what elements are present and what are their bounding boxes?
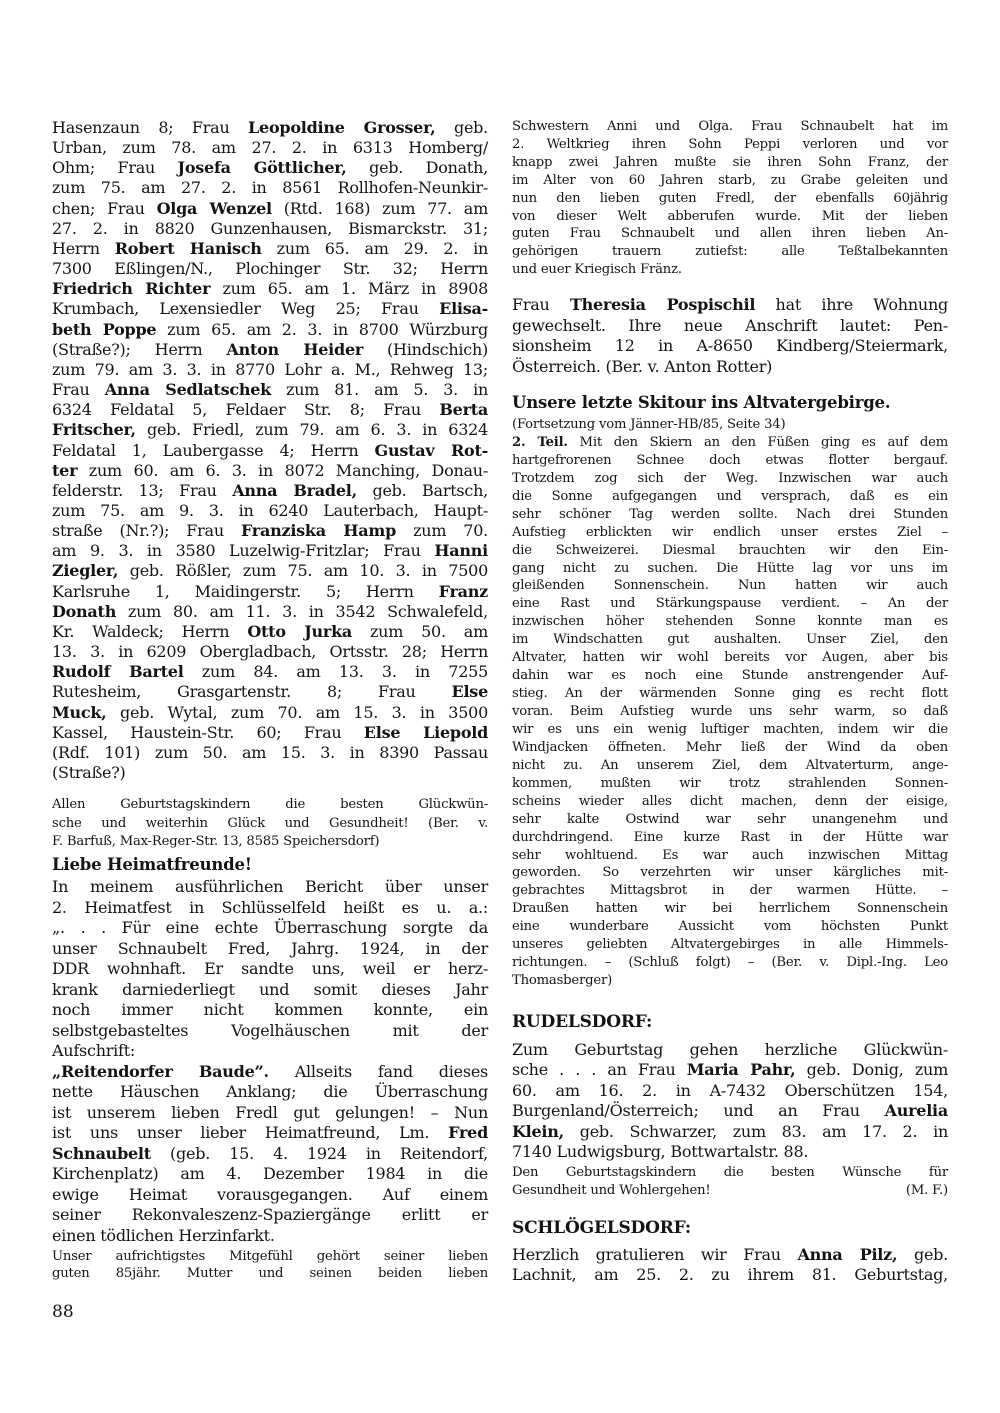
text-segment: wir es uns ein wenig luftiger machten, indem wir die xyxy=(512,721,948,737)
text-segment: Aufschrift: xyxy=(52,1041,136,1060)
paragraph xyxy=(52,1062,488,1247)
text-segment: sionsheim 12 in A-8650 Kindberg/Steiermark, xyxy=(512,336,948,356)
text-line xyxy=(52,1123,488,1144)
text-segment: krank darniederliegt und somit dieses Jahr xyxy=(52,979,488,999)
section-heading-skitour: Unsere letzte Skitour ins Altvatergebirge. xyxy=(512,393,891,412)
text-segment: zum 65. am 1. März in 8908 xyxy=(210,279,489,299)
rudelsdorf-wishes xyxy=(512,1164,948,1200)
text-segment: sehr kalte Ostwind war sehr unangenehm und xyxy=(512,811,948,827)
text-line xyxy=(512,649,948,667)
text-segment: Allseits fand dieses xyxy=(268,1061,488,1081)
bold-name: Else xyxy=(451,682,488,702)
bold-name: Franz xyxy=(438,581,488,601)
text-line xyxy=(512,316,948,337)
text-line xyxy=(52,279,488,299)
text-line xyxy=(52,239,488,259)
text-segment: Unser aufrichtigstes Mitgefühl gehört seiner lieben xyxy=(52,1249,488,1264)
text-segment: (Rdf. 101) zum 50. am 15. 3. in 8390 Passau xyxy=(52,742,488,762)
text-segment: scheins wieder alles dicht machen, denn der eisige, xyxy=(512,793,948,809)
paragraph xyxy=(512,434,948,990)
text-line xyxy=(52,622,488,642)
bold-name: Anton Heider xyxy=(226,339,364,359)
bold-name: Josefa Göttlicher, xyxy=(177,158,347,178)
bold-name: Hanni xyxy=(434,541,488,561)
text-line xyxy=(512,336,948,357)
text-segment: Allen Geburtstagskindern die besten Glückwün- xyxy=(52,797,488,812)
bold-name: 2. Teil. xyxy=(512,434,568,450)
text-segment: geb. Donath, xyxy=(346,158,488,178)
text-segment: geworden. So verzehrten wir unser kärgliches mit- xyxy=(512,865,948,881)
text-segment: nicht zu. An unserem Ziel, dem Altvaterturm, ange- xyxy=(512,757,948,773)
bold-name: „Reitendorfer Baude”. xyxy=(52,1061,269,1081)
text-segment: Feldatal 1, Laubergasse 4; Herrn xyxy=(52,440,375,460)
text-segment: unseres geliebten Altvatergebirges in alle Himmels- xyxy=(512,937,948,953)
address-change-notice xyxy=(512,295,948,378)
text-segment: 7140 Ludwigsburg, Bottwartalstr. 88. xyxy=(512,1142,809,1162)
page-number: 88 xyxy=(52,1302,74,1322)
text-segment: In meinem ausführlichen Bericht über unser xyxy=(52,877,488,896)
bold-name: Anna Pilz, xyxy=(797,1245,898,1264)
text-line xyxy=(52,1205,488,1226)
text-segment: hat ihre Wohnung xyxy=(755,295,949,314)
text-segment: Thomasberger) xyxy=(512,973,613,989)
text-line xyxy=(512,1122,948,1142)
heimat-article xyxy=(52,877,488,1246)
text-segment: Kirchenplatz) am 4. Dezember 1984 in die xyxy=(52,1164,488,1183)
text-line xyxy=(52,1062,488,1083)
bold-name: Muck, xyxy=(52,702,107,722)
text-line xyxy=(512,793,948,811)
text-line xyxy=(52,1021,488,1042)
text-line xyxy=(512,172,948,190)
text-segment: chen; Frau xyxy=(52,198,157,218)
text-segment: Frau xyxy=(512,295,570,314)
text-line xyxy=(52,682,488,702)
text-line xyxy=(52,158,488,178)
text-line xyxy=(52,642,488,662)
text-line xyxy=(512,900,948,918)
text-line xyxy=(512,1060,948,1080)
text-line xyxy=(512,972,948,990)
bold-name: beth Poppe xyxy=(52,319,157,339)
text-line xyxy=(512,1101,948,1121)
text-segment: geb. xyxy=(897,1245,948,1264)
text-segment: im Windschatten gut aushalten. Unser Ziel, den xyxy=(512,632,948,648)
text-segment: 27. 2. in 8820 Gunzenhausen, Bismarckstr. 31; xyxy=(52,218,488,238)
paragraph xyxy=(512,1164,948,1200)
bold-name: Berta xyxy=(439,400,488,420)
text-segment: F. Barfuß, Max-Reger-Str. 13, 8585 Speichersdorf) xyxy=(52,834,380,849)
text-line xyxy=(52,939,488,960)
text-line xyxy=(52,743,488,763)
text-line xyxy=(52,561,488,581)
text-line xyxy=(512,775,948,793)
text-segment: Windjacken öffneten. Mehr ließ der Wind da oben xyxy=(512,739,948,755)
bold-name: Else Liepold xyxy=(363,722,489,742)
bold-name: Klein, xyxy=(512,1121,564,1141)
text-segment: Lachnit, am 25. 2. zu ihrem 81. Geburtstag, xyxy=(512,1265,948,1284)
text-segment: gehörigen trauern zutiefst: alle Teßtalbekannten xyxy=(512,244,948,260)
text-segment: geb. Rößler, zum 75. am 10. 3. in 7500 xyxy=(118,561,488,581)
text-segment: am 9. 3. in 3580 Luzelwig-Fritzlar; Frau xyxy=(52,541,435,561)
text-segment: Herzlich gratulieren wir Frau xyxy=(512,1245,798,1264)
text-line xyxy=(52,199,488,219)
text-line xyxy=(512,739,948,757)
text-segment: geb. Donig, zum xyxy=(795,1060,948,1080)
text-segment: inzwischen höher stehenden Sonne konnte man es xyxy=(512,614,948,630)
text-line xyxy=(52,400,488,420)
text-segment: seiner Rekonvaleszenz-Spaziergänge erlitt er xyxy=(52,1205,488,1224)
text-line xyxy=(52,918,488,939)
text-segment: 2. Weltkrieg ihren Sohn Peppi verloren und vor xyxy=(512,136,948,152)
text-line xyxy=(52,959,488,980)
paragraph xyxy=(512,295,948,378)
text-line xyxy=(512,1164,948,1182)
text-line xyxy=(52,602,488,622)
text-segment: gleißenden Sonnenschein. Nun hatten wir auch xyxy=(512,578,948,594)
section-heading-schloegelsdorf: SCHLÖGELSDORF: xyxy=(512,1218,691,1238)
text-segment: eine Rast und Stärkungspause verdient. – An der xyxy=(512,596,948,612)
text-segment: eine wunderbare Aussicht vom höchsten Punkt xyxy=(512,919,948,935)
text-segment: knapp zwei Jahren mußte sie ihren Sohn Franz, der xyxy=(512,154,948,170)
text-line xyxy=(52,1000,488,1021)
text-segment: zum 70. xyxy=(396,521,489,541)
text-line xyxy=(512,434,948,452)
text-line xyxy=(52,703,488,723)
bold-name: Leopoldine Grosser, xyxy=(248,118,436,137)
bold-name: Robert Hanisch xyxy=(114,238,262,258)
section-heading-rudelsdorf: RUDELSDORF: xyxy=(512,1012,653,1032)
bold-name: Rudolf Bartel xyxy=(52,662,184,682)
text-segment: sehr schöner Tag werden sollte. Nach drei Stunden xyxy=(512,506,948,522)
text-line xyxy=(512,524,948,542)
text-line xyxy=(512,560,948,578)
text-segment: selbstgebasteltes Vogelhäuschen mit der xyxy=(52,1020,488,1040)
text-segment: (Hindschich) xyxy=(363,339,489,359)
text-segment: dahin war es noch eine Stunde anstrengender Auf- xyxy=(512,668,948,684)
text-line xyxy=(512,685,948,703)
text-line xyxy=(512,243,948,261)
bold-name: Franziska Hamp xyxy=(240,521,397,541)
birthday-list xyxy=(52,118,488,783)
text-line xyxy=(512,506,948,524)
text-segment: Burgenland/Österreich; und an Frau xyxy=(512,1101,885,1121)
text-segment: sche . . . an Frau xyxy=(512,1060,687,1080)
bold-name: Anna Bradel, xyxy=(232,480,357,500)
text-line xyxy=(512,1265,948,1285)
text-segment: die Sonne aufgegangen und versprach, daß es ein xyxy=(512,488,948,504)
text-line xyxy=(52,118,488,138)
text-segment: zum 60. am 6. 3. in 8072 Manching, Donau- xyxy=(77,460,488,480)
text-segment: Urban, zum 78. am 27. 2. in 6313 Homberg/ xyxy=(52,138,488,158)
text-segment: (Straße?); Herrn xyxy=(52,339,227,359)
text-line xyxy=(512,1142,948,1162)
text-line xyxy=(512,703,948,721)
text-line xyxy=(512,1081,948,1101)
text-segment: geb. Schwarzer, zum 83. am 17. 2. in xyxy=(563,1121,948,1141)
text-line xyxy=(512,864,948,882)
text-line xyxy=(512,488,948,506)
bold-name: Otto Jurka xyxy=(247,621,353,641)
text-segment: sehr wohltuend. Es war auch inzwischen Mittag xyxy=(512,847,948,863)
text-line xyxy=(512,721,948,739)
text-segment: straße (Nr.?); Frau xyxy=(52,521,241,541)
bold-name: Gustav Rot- xyxy=(374,440,488,460)
text-line xyxy=(512,811,948,829)
text-line xyxy=(512,295,948,316)
text-segment: geb. Friedl, zum 79. am 6. 3. in 6324 xyxy=(135,420,488,440)
text-line xyxy=(512,261,948,279)
text-segment: ist uns unser lieber Heimatfreund, Lm. xyxy=(52,1123,449,1142)
text-line xyxy=(512,577,948,595)
text-line xyxy=(512,452,948,470)
text-segment: ist unserem lieben Fredl gut gelungen! – Nun xyxy=(52,1102,488,1122)
text-segment: geb. Bartsch, xyxy=(356,480,488,500)
text-segment: zum 65. am 2. 3. in 8700 Würzburg xyxy=(156,319,488,339)
text-line xyxy=(52,796,488,815)
text-line xyxy=(52,481,488,501)
text-line xyxy=(512,1182,948,1200)
text-segment: kommen, mußten wir trotz strahlenden Sonnen- xyxy=(512,775,948,791)
bold-name: Ziegler, xyxy=(52,561,119,581)
text-line xyxy=(52,219,488,239)
text-line xyxy=(512,225,948,243)
text-segment: Mit den Skiern an den Füßen ging es auf dem xyxy=(567,434,948,450)
text-segment: zum 80. am 11. 3. in 3542 Schwalefeld, xyxy=(116,601,488,621)
text-segment: zum 75. am 27. 2. in 8561 Rollhofen-Neunkir- xyxy=(52,178,488,198)
paragraph xyxy=(52,118,488,783)
text-segment: „. . . Für eine echte Überraschung sorgte da xyxy=(52,918,488,937)
text-line xyxy=(512,357,948,378)
text-line xyxy=(52,1041,488,1062)
text-line xyxy=(512,542,948,560)
text-line xyxy=(512,208,948,226)
text-line xyxy=(512,1245,948,1265)
text-segment: Ohm; Frau xyxy=(52,158,178,178)
text-line xyxy=(512,118,948,136)
bold-name: Friedrich Richter xyxy=(52,279,211,299)
text-segment: nun den lieben guten Fredl, der ebenfalls 60jährig xyxy=(512,190,948,206)
bold-name: Fritscher, xyxy=(52,420,136,440)
text-line xyxy=(52,1164,488,1185)
schloegelsdorf-birthdays xyxy=(512,1245,948,1285)
text-segment: im Alter von 60 Jahren starb, zu Grabe geleiten und xyxy=(512,172,948,188)
text-segment: voran. Beim Aufstieg wurde uns sehr warm, so daß xyxy=(512,704,948,719)
text-line xyxy=(52,138,488,158)
text-segment: durchdringend. Eine kurze Rast in der Hütte war xyxy=(512,829,948,845)
text-line xyxy=(52,815,488,834)
birthday-wishes xyxy=(52,796,488,852)
text-line xyxy=(52,299,488,319)
bold-name: ter xyxy=(52,460,78,480)
text-line xyxy=(52,1082,488,1103)
text-segment: nette Häuschen Anklang; die Überraschung xyxy=(52,1082,488,1101)
text-line xyxy=(512,154,948,172)
text-line xyxy=(52,1185,488,1206)
text-segment: (geb. 15. 4. 1924 in Reitendorf, xyxy=(150,1143,488,1163)
text-segment: Draußen hatten wir bei herrlichem Sonnenschein xyxy=(512,901,948,917)
bold-name: Olga Wenzel xyxy=(156,198,272,218)
text-segment: zum 65. am 29. 2. in xyxy=(261,238,488,258)
text-segment: gebrachtes Mittagsbrot in der warmen Hütte. – xyxy=(512,883,948,899)
text-line xyxy=(52,723,488,743)
text-segment: von dieser Welt abberufen wurde. Mit der lieben xyxy=(512,208,948,224)
text-segment: die Schweizerei. Diesmal brauchten wir den Ein- xyxy=(512,542,948,558)
text-segment: einen tödlichen Herzinfarkt. xyxy=(52,1225,275,1245)
text-segment: zum 84. am 13. 3. in 7255 xyxy=(183,662,488,682)
text-segment: (Fortsetzung vom Jänner-HB/85, Seite 34) xyxy=(512,417,786,432)
text-segment: Karlsruhe 1, Maidingerstr. 5; Herrn xyxy=(52,581,439,601)
text-line xyxy=(52,1265,488,1282)
text-segment: 7300 Eßlingen/N., Plochinger Str. 32; Herrn xyxy=(52,259,488,279)
text-line xyxy=(512,613,948,631)
text-segment: und euer Kriegisch Fränz. xyxy=(512,262,682,278)
paragraph xyxy=(512,1040,948,1162)
text-segment: zum 79. am 3. 3. in 8770 Lohr a. M., Rehweg 13; xyxy=(52,359,488,379)
text-line xyxy=(52,1103,488,1124)
text-segment: unser Schnaubelt Fred, Jahrg. 1924, in der xyxy=(52,938,488,958)
bold-name: Elisa- xyxy=(439,299,488,319)
text-line xyxy=(52,662,488,682)
text-line xyxy=(52,259,488,279)
text-segment: zum 81. am 5. 3. in xyxy=(270,380,488,400)
text-line xyxy=(512,829,948,847)
text-line xyxy=(512,882,948,900)
text-line xyxy=(52,501,488,521)
text-segment: Österreich. (Ber. v. Anton Rotter) xyxy=(512,357,773,377)
section-heading-heimatfreunde: Liebe Heimatfreunde! xyxy=(52,855,252,874)
text-segment: gang nicht zu suchen. Die Hütte lag vor uns im xyxy=(512,560,948,576)
text-line xyxy=(512,757,948,775)
text-segment: (Straße?) xyxy=(52,763,126,782)
bold-name: Aurelia xyxy=(884,1101,948,1121)
text-segment: Zum Geburtstag gehen herzliche Glückwün- xyxy=(512,1040,948,1059)
paragraph xyxy=(512,416,948,434)
text-segment: Frau xyxy=(52,380,105,400)
text-segment: guten Frau Schnaubelt und allen ihren lieben An- xyxy=(512,226,948,242)
text-line xyxy=(512,190,948,208)
text-line xyxy=(52,898,488,919)
text-line xyxy=(512,954,948,972)
text-line xyxy=(512,936,948,954)
text-segment: geb. xyxy=(435,118,489,137)
bold-name: Schnaubelt xyxy=(52,1143,151,1163)
text-line xyxy=(512,470,948,488)
text-line xyxy=(52,1226,488,1247)
skitour-article xyxy=(512,416,948,990)
text-line xyxy=(52,461,488,481)
text-line xyxy=(52,521,488,541)
text-segment: Rutesheim, Grasgartenstr. 8; Frau xyxy=(52,682,452,702)
text-segment: 2. Heimatfest in Schlüsselfeld heißt es u. a.: xyxy=(52,897,488,917)
text-segment: ewige Heimat vorausgegangen. Auf einem xyxy=(52,1184,488,1204)
text-line xyxy=(52,833,488,852)
rudelsdorf-birthdays xyxy=(512,1040,948,1162)
bold-name: Theresia Pospischil xyxy=(569,295,756,314)
paragraph xyxy=(52,1248,488,1282)
text-line xyxy=(52,877,488,898)
text-segment: richtungen. – (Schluß folgt) – (Ber. v. Dipl.-Ing. Leo xyxy=(512,955,948,971)
text-line xyxy=(52,178,488,198)
text-line xyxy=(52,980,488,1001)
text-line xyxy=(52,541,488,561)
text-segment: Kr. Waldeck; Herrn xyxy=(52,621,248,641)
text-segment: Kassel, Haustein-Str. 60; Frau xyxy=(52,722,364,742)
text-segment: Herrn xyxy=(52,238,115,258)
text-segment: guten 85jähr. Mutter und seinen beiden lieben xyxy=(52,1266,488,1281)
text-segment: 13. 3. in 6209 Obergladbach, Ortsstr. 28; Herrn xyxy=(52,642,488,662)
text-segment: Trotzdem zog sich der Weg. Inzwischen war auch xyxy=(512,470,948,486)
paragraph xyxy=(52,877,488,1062)
text-line xyxy=(512,918,948,936)
bold-name: Fred xyxy=(448,1123,488,1142)
text-segment: sche und weiterhin Glück und Gesundheit! (Ber. v. xyxy=(52,815,488,831)
text-segment: gewechselt. Ihre neue Anschrift lautet: Pen- xyxy=(512,315,948,335)
text-line xyxy=(52,340,488,360)
bold-name: Donath xyxy=(52,601,117,621)
bold-name: Anna Sedlatschek xyxy=(104,380,271,400)
text-line xyxy=(512,667,948,685)
condolence-text xyxy=(52,1248,488,1282)
text-line xyxy=(512,416,948,434)
text-segment: 60. am 16. 2. in A-7432 Oberschützen 154, xyxy=(512,1080,948,1100)
text-segment: hartgefrorenen Schnee doch etwas flotter bergauf. xyxy=(512,452,948,468)
text-segment: noch immer nicht kommen konnte, ein xyxy=(52,1000,488,1019)
text-line xyxy=(52,582,488,602)
text-line xyxy=(52,420,488,440)
text-segment: stieg. An der wärmenden Sonne ging es recht flott xyxy=(512,686,948,702)
text-segment: zum 75. am 9. 3. in 6240 Lauterbach, Haupt- xyxy=(52,500,488,520)
text-line xyxy=(52,380,488,400)
text-segment: Schwestern Anni und Olga. Frau Schnaubelt hat im xyxy=(512,119,948,134)
condolence-continued xyxy=(512,118,948,279)
text-line xyxy=(52,1144,488,1165)
text-segment: Hasenzaun 8; Frau xyxy=(52,118,249,137)
text-segment: Den Geburtstagskindern die besten Wünsche für xyxy=(512,1165,948,1180)
bold-name: Maria Pahr, xyxy=(686,1060,796,1080)
text-segment: Aufstieg erblickten wir endlich unser erstes Ziel – xyxy=(512,524,948,540)
text-line xyxy=(512,631,948,649)
text-line xyxy=(512,847,948,865)
paragraph xyxy=(52,796,488,852)
text-line xyxy=(52,441,488,461)
text-segment: 6324 Feldatal 5, Feldaer Str. 8; Frau xyxy=(52,400,440,420)
text-segment: (Rtd. 168) zum 77. am xyxy=(271,198,488,218)
author-signature: (M. F.) xyxy=(905,1183,948,1198)
text-line xyxy=(52,320,488,340)
text-line xyxy=(52,1248,488,1265)
text-line xyxy=(512,595,948,613)
text-segment: zum 50. am xyxy=(352,621,489,641)
paragraph xyxy=(512,1245,948,1285)
text-line xyxy=(52,360,488,380)
text-segment: Altvater, hatten wir wohl bereits vor Augen, aber bis xyxy=(512,650,948,666)
text-segment: Gesundheit und Wohlergehen! xyxy=(512,1183,711,1198)
paragraph xyxy=(512,118,948,279)
text-line xyxy=(52,763,488,783)
text-segment: felderstr. 13; Frau xyxy=(52,480,233,500)
text-line xyxy=(512,1040,948,1060)
text-segment: Krumbach, Lexensiedler Weg 25; Frau xyxy=(52,299,440,319)
text-segment: DDR wohnhaft. Er sandte uns, weil er herz- xyxy=(52,959,488,978)
text-segment: geb. Wytal, zum 70. am 15. 3. in 3500 xyxy=(106,702,488,722)
text-line xyxy=(512,136,948,154)
